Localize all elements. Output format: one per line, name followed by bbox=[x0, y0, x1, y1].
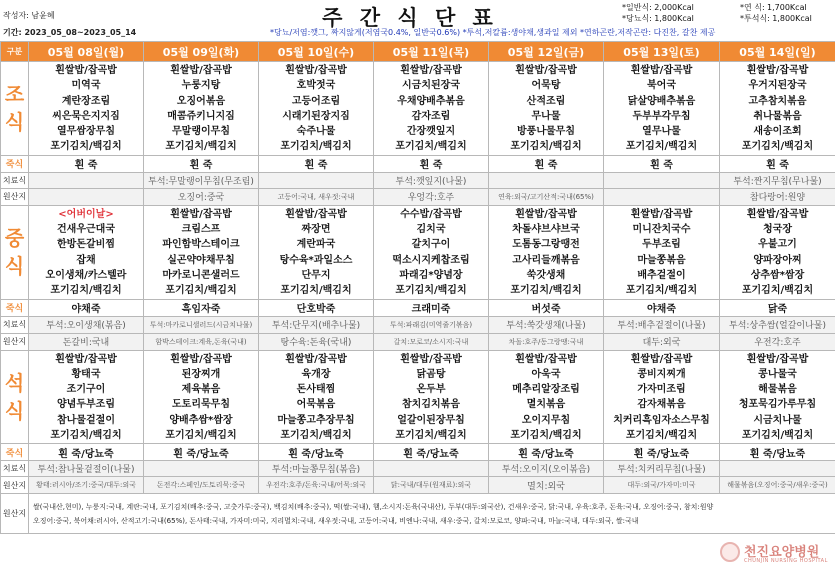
juk-cell: 흰 죽/당뇨죽 bbox=[489, 444, 604, 461]
juk-cell: 흰 죽/당뇨죽 bbox=[259, 444, 374, 461]
menu-item: 흰쌀밥/잡곡밥 bbox=[515, 353, 577, 365]
menu-item: 누룽지탕 bbox=[181, 80, 221, 92]
menu-item: 계란파국 bbox=[296, 239, 336, 251]
menu-item: 포기김치/백김치 bbox=[741, 430, 814, 442]
juk-cell: 흰 죽/당뇨죽 bbox=[374, 444, 489, 461]
menu-item: 포기김치/백김치 bbox=[280, 141, 352, 153]
menu-item: 흰쌀밥/잡곡밥 bbox=[630, 208, 693, 220]
origin-label: 원산지 bbox=[1, 477, 29, 494]
treatment-cell: 투석:무말랭이무침(무조림) bbox=[144, 172, 259, 188]
juk-cell: 흰 죽/당뇨죽 bbox=[144, 444, 259, 461]
menu-item: 두부부각무침 bbox=[632, 110, 691, 122]
juk-cell: 흰 죽 bbox=[29, 155, 144, 172]
menu-item: 취나물볶음 bbox=[753, 110, 802, 122]
origin-cell: 연육:외국/고기산적:국내(65%) bbox=[489, 188, 604, 205]
treatment-cell: 투석:마늘쫑무침(볶음) bbox=[259, 461, 374, 477]
page-title: 주 간 식 단 표 bbox=[322, 6, 498, 30]
menu-item: 청국장 bbox=[763, 224, 792, 236]
menu-item: 포기김치/백김치 bbox=[50, 141, 122, 153]
menu-item: 계란장조림 bbox=[61, 95, 111, 107]
menu-item: 메추리알장조림 bbox=[512, 384, 580, 396]
menu-item: 매콤쥬키니지짐 bbox=[167, 110, 235, 122]
menu-cell bbox=[489, 350, 604, 444]
day-header: 05월 14일(일) bbox=[720, 42, 835, 62]
origin-cell: 멸치:외국 bbox=[489, 477, 604, 494]
juk-cell: 흰 죽/당뇨죽 bbox=[604, 444, 720, 461]
treatment-cell bbox=[29, 172, 144, 188]
menu-item: 흰쌀밥/잡곡밥 bbox=[400, 353, 462, 365]
menu-item: 포기김치/백김치 bbox=[395, 141, 467, 153]
menu-cell bbox=[144, 62, 259, 156]
menu-item: 상추쌈*쌈장 bbox=[750, 269, 805, 281]
menu-item: 얼갈이된장무침 bbox=[397, 414, 465, 426]
menu-cell bbox=[259, 350, 374, 444]
menu-cell bbox=[259, 62, 374, 156]
origin-cell: 차돌:호주/동그랑땡:국내 bbox=[489, 333, 604, 350]
menu-item: 흰쌀밥/잡곡밥 bbox=[630, 353, 693, 365]
menu-item: 치커리흑임자소스무침 bbox=[613, 414, 710, 426]
origin-cell: 돈전각:스페인/도토리묵:중국 bbox=[144, 477, 259, 494]
menu-item: 열무쌈장무침 bbox=[57, 126, 115, 138]
menu-item: 흰쌀밥/잡곡밥 bbox=[746, 353, 809, 365]
origin-cell: 우전각:호주/돈육:국내/어묵:외국 bbox=[259, 477, 374, 494]
origin-footer-label: 원산지 bbox=[1, 494, 29, 534]
juk-label: 죽식 bbox=[1, 155, 29, 172]
menu-cell bbox=[489, 62, 604, 156]
juk-cell: 야채죽 bbox=[604, 299, 720, 316]
juk-cell: 크래미죽 bbox=[374, 299, 489, 316]
origin-footer-line: 오징어:중국, 북어채:러시아, 산적고기:국내(65%), 돈사태:국내, 가자미:미국, 지리멸치:국내, 새우젓:국내, 고등어:국내, 비엔나:국내, 새우:중국, 갈치:모로코, 양파:국내, 마늘:국내, 대두:외국, 쌀:국내 bbox=[33, 516, 639, 525]
origin-cell: 갈치:모로코/소시지:국내 bbox=[374, 333, 489, 350]
menu-item: 오이지무침 bbox=[521, 414, 571, 426]
day-header: 05월 12일(금) bbox=[489, 42, 604, 62]
menu-item: 포기김치/백김치 bbox=[165, 141, 237, 153]
menu-item: 포기김치/백김치 bbox=[625, 141, 698, 153]
menu-item: 감자채볶음 bbox=[637, 399, 686, 411]
treatment-cell: 투석:마카로니샐러드(시금치나물) bbox=[144, 316, 259, 333]
menu-item: 흰쌀밥/잡곡밥 bbox=[515, 208, 577, 220]
menu-item: 흰쌀밥/잡곡밥 bbox=[170, 65, 232, 76]
menu-item: 크림스프 bbox=[181, 224, 221, 236]
treatment-cell: 투석:오이생채(볶음) bbox=[29, 316, 144, 333]
menu-item: 방풍나물무침 bbox=[517, 126, 575, 138]
juk-cell: 버섯죽 bbox=[489, 299, 604, 316]
calorie-diabetic: *당뇨식: 1,800Kcal bbox=[622, 14, 694, 23]
origin-label: 원산지 bbox=[1, 333, 29, 350]
treatment-cell: 투석:치커리무침(나물) bbox=[604, 461, 720, 477]
origin-cell: 우전각:호주 bbox=[720, 333, 835, 350]
menu-item: 포기김치/백김치 bbox=[625, 285, 698, 297]
menu-cell bbox=[720, 350, 835, 444]
menu-item: 포기김치/백김치 bbox=[280, 430, 352, 442]
origin-cell bbox=[29, 188, 144, 205]
menu-item: 파래김*양념장 bbox=[399, 269, 463, 281]
treatment-label: 치료식 bbox=[1, 461, 29, 477]
menu-item: 포기김치/백김치 bbox=[741, 285, 814, 297]
origin-cell: 고등어:국내, 새우젓:국내 bbox=[259, 188, 374, 205]
menu-item: 콩나물국 bbox=[758, 368, 797, 380]
lunch-menu-row bbox=[1, 205, 835, 299]
juk-label: 죽식 bbox=[1, 299, 29, 316]
origin-cell: 함박스테이크:계육,돈육(국내) bbox=[144, 333, 259, 350]
day-header: 05월 10일(수) bbox=[259, 42, 374, 62]
menu-item: 우불고기 bbox=[758, 239, 797, 251]
treatment-cell: 투석:상추쌈(얼갈이나물) bbox=[720, 316, 835, 333]
menu-cell bbox=[144, 350, 259, 444]
lunch-juk-row bbox=[1, 299, 835, 316]
origin-cell: 탕수육:돈육(국내) bbox=[259, 333, 374, 350]
menu-item: <어버이날> bbox=[58, 208, 114, 220]
menu-item: 고사리들깨볶음 bbox=[512, 254, 580, 266]
day-header-row bbox=[1, 42, 835, 62]
menu-item: 수수밥/잡곡밥 bbox=[400, 208, 462, 220]
menu-item: 황태국 bbox=[71, 368, 101, 380]
juk-cell: 흰 죽 bbox=[720, 155, 835, 172]
menu-item: 흰쌀밥/잡곡밥 bbox=[400, 65, 462, 76]
menu-item: 실곤약야채무침 bbox=[167, 254, 235, 266]
menu-item: 흰쌀밥/잡곡밥 bbox=[285, 208, 347, 220]
menu-item: 어묵볶음 bbox=[296, 399, 336, 411]
juk-cell: 흰 죽 bbox=[604, 155, 720, 172]
menu-item: 포기김치/백김치 bbox=[510, 285, 582, 297]
breakfast-menu-row bbox=[1, 62, 835, 156]
author: 작성자: 남윤혜 bbox=[3, 11, 55, 20]
menu-item: 양념두부조림 bbox=[57, 399, 115, 411]
menu-item: 우채양배추볶음 bbox=[397, 95, 465, 107]
menu-item: 흰쌀밥/잡곡밥 bbox=[285, 353, 347, 365]
treatment-cell: 투석:파래김(미역줄기볶음) bbox=[374, 316, 489, 333]
menu-item: 미니잔치국수 bbox=[632, 224, 691, 236]
menu-item: 된장찌개 bbox=[181, 368, 221, 380]
menu-item: 흰쌀밥/잡곡밥 bbox=[170, 208, 232, 220]
menu-cell bbox=[604, 205, 720, 299]
treatment-cell: 투석:짠지무침(무나물) bbox=[720, 172, 835, 188]
origin-label: 원산지 bbox=[1, 188, 29, 205]
juk-cell: 흰 죽 bbox=[259, 155, 374, 172]
menu-item: 미역국 bbox=[71, 80, 101, 92]
menu-item: 쑥갓생채 bbox=[526, 269, 566, 281]
period: 기간: 2023_05_08~2023_05_14 bbox=[3, 28, 137, 37]
menu-item: 포기김치/백김치 bbox=[625, 430, 698, 442]
menu-item: 도톰동그랑땡전 bbox=[512, 239, 580, 251]
menu-item: 아욱국 bbox=[531, 368, 561, 380]
menu-item: 멸치볶음 bbox=[526, 399, 566, 411]
treatment-cell: 투석:배추겉절이(나물) bbox=[604, 316, 720, 333]
day-header: 05월 13일(토) bbox=[604, 42, 720, 62]
menu-item: 두부조림 bbox=[642, 239, 681, 251]
lunch-treatment-row bbox=[1, 316, 835, 333]
calorie-dialysis: *투석식: 1,800Kcal bbox=[740, 14, 812, 23]
menu-item: 포기김치/백김치 bbox=[50, 285, 122, 297]
origin-cell: 우엉각:호주 bbox=[374, 188, 489, 205]
menu-item: 호박젓국 bbox=[296, 80, 336, 92]
menu-item: 산적조림 bbox=[526, 95, 566, 107]
menu-item: 포기김치/백김치 bbox=[165, 430, 237, 442]
calorie-soft: *연 식: 1,700Kcal bbox=[740, 3, 807, 12]
breakfast-treatment-row bbox=[1, 172, 835, 188]
menu-item: 흰쌀밥/잡곡밥 bbox=[55, 353, 117, 365]
menu-item: 오이생채/카스텔라 bbox=[45, 269, 127, 281]
menu-item: 양배추쌈*쌈장 bbox=[169, 414, 233, 426]
menu-item: 파인함박스테이크 bbox=[162, 239, 240, 251]
juk-label: 죽식 bbox=[1, 444, 29, 461]
juk-cell: 흰 죽 bbox=[374, 155, 489, 172]
menu-item: 배추겉절이 bbox=[637, 269, 686, 281]
treatment-cell bbox=[604, 172, 720, 188]
menu-item: 흰쌀밥/잡곡밥 bbox=[746, 208, 809, 220]
menu-item: 흰쌀밥/잡곡밥 bbox=[170, 353, 232, 365]
menu-item: 씨은묵은지지짐 bbox=[52, 110, 120, 122]
treatment-label: 치료식 bbox=[1, 172, 29, 188]
diet-notes: *당뇨/저염:깻그, 짜지않게(저염국0.4%, 일반국0.6%) *투석,저칼륨:생야채,생과일 제외 *연하곤란,저작곤란: 다진찬, 갈찬 제공 bbox=[270, 28, 716, 37]
day-header: 05월 11일(목) bbox=[374, 42, 489, 62]
breakfast-origin-row bbox=[1, 188, 835, 205]
juk-cell: 흰 죽 bbox=[489, 155, 604, 172]
menu-item: 흰쌀밥/잡곡밥 bbox=[746, 65, 809, 76]
menu-item: 간장깻잎지 bbox=[406, 126, 456, 138]
juk-cell: 닭죽 bbox=[720, 299, 835, 316]
menu-item: 해물볶음 bbox=[758, 384, 797, 396]
origin-cell: 참다랑어:원양 bbox=[720, 188, 835, 205]
menu-item: 오징어볶음 bbox=[176, 95, 226, 107]
menu-item: 포기김치/백김치 bbox=[741, 141, 814, 153]
menu-item: 마늘쫑볶음 bbox=[637, 254, 686, 266]
menu-cell bbox=[29, 350, 144, 444]
treatment-cell: 투석:단무지(배추나물) bbox=[259, 316, 374, 333]
menu-item: 북어국 bbox=[647, 80, 676, 92]
column-label: 구분 bbox=[1, 42, 29, 62]
lunch-origin-row bbox=[1, 333, 835, 350]
menu-cell bbox=[720, 205, 835, 299]
dinner-origin-row bbox=[1, 477, 835, 494]
dinner-label: 석 식 bbox=[1, 350, 29, 444]
menu-cell bbox=[720, 62, 835, 156]
menu-item: 무말랭이무침 bbox=[172, 126, 230, 138]
menu-item: 포기김치/백김치 bbox=[50, 430, 122, 442]
menu-item: 떡소시지케찹조림 bbox=[392, 254, 470, 266]
juk-cell: 야채죽 bbox=[29, 299, 144, 316]
juk-cell: 흰 죽/당뇨죽 bbox=[29, 444, 144, 461]
menu-item: 양파장아찌 bbox=[753, 254, 802, 266]
menu-item: 청포묵김가루무침 bbox=[738, 399, 817, 411]
menu-item: 포기김치/백김치 bbox=[510, 430, 582, 442]
menu-item: 포기김치/백김치 bbox=[510, 141, 582, 153]
menu-item: 닭곰탕 bbox=[416, 368, 446, 380]
juk-cell: 단호박죽 bbox=[259, 299, 374, 316]
menu-item: 마카로니콘샐러드 bbox=[162, 269, 240, 281]
treatment-cell bbox=[374, 461, 489, 477]
lunch-label: 중 식 bbox=[1, 205, 29, 299]
menu-item: 새송이조회 bbox=[753, 126, 802, 138]
treatment-cell: 투석:참나물겉절이(나물) bbox=[29, 461, 144, 477]
menu-item: 무나물 bbox=[531, 110, 561, 122]
origin-cell bbox=[604, 188, 720, 205]
menu-item: 우거지된장국 bbox=[748, 80, 807, 92]
origin-footer-row bbox=[1, 494, 835, 534]
origin-cell: 돈갈비:국내 bbox=[29, 333, 144, 350]
dinner-juk-row bbox=[1, 444, 835, 461]
juk-cell: 흰 죽/당뇨죽 bbox=[720, 444, 835, 461]
menu-item: 잡채 bbox=[76, 254, 96, 266]
origin-cell: 닭:국내/대두(원재료):외국 bbox=[374, 477, 489, 494]
menu-item: 육개장 bbox=[301, 368, 331, 380]
menu-item: 고추참치볶음 bbox=[748, 95, 807, 107]
menu-item: 한방돈갈비찜 bbox=[57, 239, 115, 251]
hospital-logo bbox=[720, 540, 835, 566]
menu-item: 돈사태찜 bbox=[296, 384, 336, 396]
dinner-menu-row bbox=[1, 350, 835, 444]
menu-item: 어묵탕 bbox=[531, 80, 561, 92]
breakfast-label: 조 식 bbox=[1, 62, 29, 156]
menu-cell bbox=[374, 62, 489, 156]
origin-cell: 황태:러시아/조기:중국/대두:외국 bbox=[29, 477, 144, 494]
menu-cell bbox=[29, 62, 144, 156]
menu-cell bbox=[374, 350, 489, 444]
day-header: 05월 09일(화) bbox=[144, 42, 259, 62]
menu-item: 흰쌀밥/잡곡밥 bbox=[515, 65, 577, 76]
menu-item: 시금치나물 bbox=[753, 414, 802, 426]
juk-cell: 흑임자죽 bbox=[144, 299, 259, 316]
menu-item: 감자조림 bbox=[411, 110, 451, 122]
origin-cell: 대두:외국/가자미:미국 bbox=[604, 477, 720, 494]
menu-item: 포기김치/백김치 bbox=[165, 285, 237, 297]
juk-cell: 흰 죽 bbox=[144, 155, 259, 172]
menu-item: 갈치구이 bbox=[411, 239, 451, 251]
menu-cell bbox=[259, 205, 374, 299]
menu-item: 짜장면 bbox=[301, 224, 331, 236]
menu-cell bbox=[489, 205, 604, 299]
menu-item: 조기구이 bbox=[66, 384, 106, 396]
page-header bbox=[0, 0, 835, 40]
weekly-menu-table bbox=[0, 41, 835, 534]
menu-item: 고등어조림 bbox=[291, 95, 341, 107]
calorie-general: *일반식: 2,000Kcal bbox=[622, 3, 694, 12]
menu-item: 마늘쫑고추장무침 bbox=[277, 414, 355, 426]
treatment-cell bbox=[489, 172, 604, 188]
menu-item: 시래기된장지짐 bbox=[282, 110, 350, 122]
menu-item: 단무지 bbox=[301, 269, 331, 281]
menu-item: 참나물겉절이 bbox=[57, 414, 115, 426]
menu-cell bbox=[29, 205, 144, 299]
menu-item: 숙주나물 bbox=[296, 126, 336, 138]
day-header: 05월 08일(월) bbox=[29, 42, 144, 62]
menu-item: 포기김치/백김치 bbox=[395, 430, 467, 442]
menu-item: 도토리묵무침 bbox=[172, 399, 230, 411]
dinner-treatment-row bbox=[1, 461, 835, 477]
origin-cell: 해물볶음(오징어:중국/새우:중국) bbox=[720, 477, 835, 494]
menu-item: 차돌샤브샤브국 bbox=[512, 224, 580, 236]
menu-cell bbox=[374, 205, 489, 299]
menu-item: 김치국 bbox=[416, 224, 446, 236]
menu-item: 콩비지찌개 bbox=[637, 368, 686, 380]
menu-item: 흰쌀밥/잡곡밥 bbox=[630, 65, 693, 76]
menu-item: 건새우근대국 bbox=[57, 224, 115, 236]
breakfast-juk-row bbox=[1, 155, 835, 172]
menu-item: 온두부 bbox=[416, 384, 446, 396]
menu-cell bbox=[604, 62, 720, 156]
menu-item: 열무나물 bbox=[642, 126, 681, 138]
menu-cell bbox=[604, 350, 720, 444]
treatment-cell: 투석:깻잎지(나물) bbox=[374, 172, 489, 188]
hospital-name: 천진요양병원 bbox=[744, 545, 820, 560]
menu-item: 닭살양배추볶음 bbox=[627, 95, 696, 107]
treatment-cell bbox=[144, 461, 259, 477]
treatment-label: 치료식 bbox=[1, 316, 29, 333]
menu-item: 흰쌀밥/잡곡밥 bbox=[55, 65, 117, 76]
treatment-cell bbox=[720, 461, 835, 477]
menu-item: 시금치된장국 bbox=[402, 80, 460, 92]
menu-item: 포기김치/백김치 bbox=[395, 285, 467, 297]
menu-item: 가자미조림 bbox=[637, 384, 686, 396]
origin-cell: 대두:외국 bbox=[604, 333, 720, 350]
hospital-name-english: CHUNJIN NURSING HOSPITAL bbox=[744, 558, 828, 564]
origin-footer-line: 쌀(국내산,현미), 누룽지:국내, 계란:국내, 포기김치(배추:중국, 고춧가루:중국), 백김치(배추:중국), 떡(쌀:국내), 햄,소시지:돈육(국내산), 두부(대두:외국산), 건새우:중국, 닭:국내, 우육:호주, 돈육:국내, 오징어:중국, 참치:원양 bbox=[33, 502, 714, 511]
menu-item: 탕수육*과일소스 bbox=[279, 254, 353, 266]
hospital-emblem-icon bbox=[720, 542, 740, 562]
treatment-cell: 투석:오이지(오이볶음) bbox=[489, 461, 604, 477]
origin-cell: 오징어:중국 bbox=[144, 188, 259, 205]
treatment-cell: 투석:쑥갓생채(나물) bbox=[489, 316, 604, 333]
menu-item: 참치김치볶음 bbox=[402, 399, 460, 411]
menu-item: 포기김치/백김치 bbox=[280, 285, 352, 297]
menu-item: 흰쌀밥/잡곡밥 bbox=[285, 65, 347, 76]
menu-cell bbox=[144, 205, 259, 299]
origin-footer-text bbox=[29, 494, 835, 534]
treatment-cell bbox=[259, 172, 374, 188]
menu-item: 제육볶음 bbox=[181, 384, 221, 396]
